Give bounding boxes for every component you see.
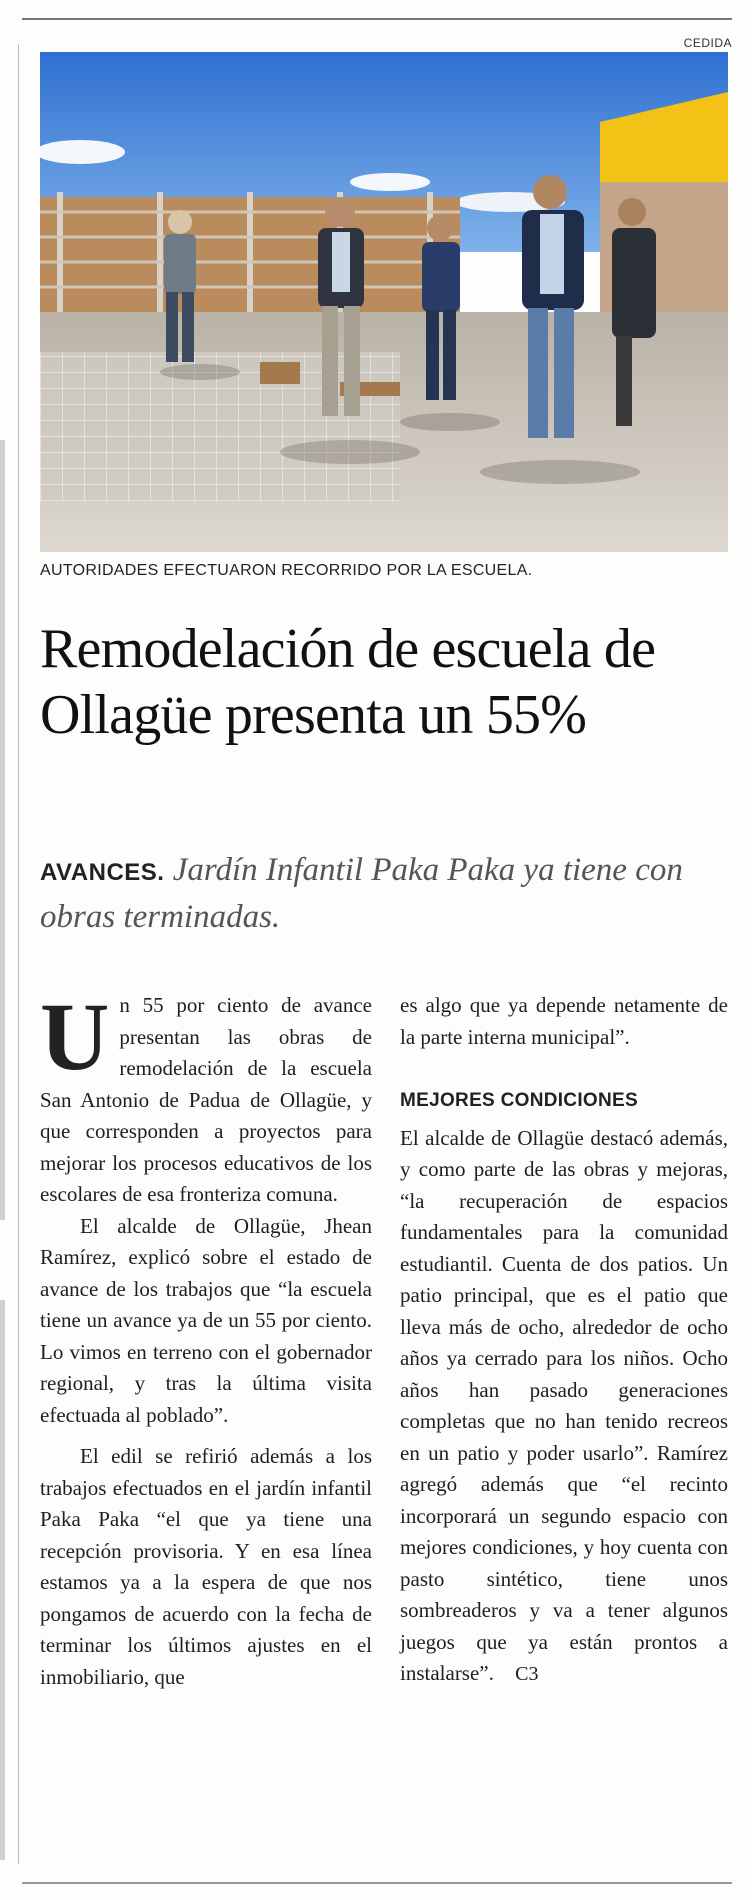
paragraph-1 bbox=[40, 983, 372, 1211]
adjacent-page-edge bbox=[0, 1300, 5, 1860]
paragraph-5-text: El alcalde de Ollagüe destacó además, y como parte de las obras y mejoras, “la recuperación de espacios fundamentales para la comunidad estudiantil. Cuenta de dos patios. Un patio principal, que es el patio que lleva más de ocho, alrededor de ocho años ya cerrado para los niños. Ocho años han pasado generaciones completas que no han tenido recreos en un patio y poder usarlo”. Ramírez agregó además que “el recinto incorporará un segundo espacio con mejores condiciones, y hoy cuenta con pasto sintético, tiene unos sombreaderos y va a tener algunos juegos que ya están prontos a instalarse”. bbox=[400, 1125, 728, 1685]
adjacent-page-edge bbox=[0, 440, 5, 1220]
column-2 bbox=[400, 990, 728, 1691]
paragraph-5 bbox=[400, 1123, 728, 1691]
end-mark: C3 bbox=[515, 1663, 539, 1685]
bottom-rule bbox=[22, 1882, 732, 1884]
drop-cap: U bbox=[40, 983, 110, 1090]
headline: Remodelación de escuela de Ollagüe presenta un 55% bbox=[40, 618, 656, 746]
left-column-rule bbox=[18, 44, 19, 1864]
paragraph-1-text: n 55 por ciento de avance presentan las obras de remodelación de la escuela San Antonio de Padua de Ollagüe, y que corresponden a proyectos para mejorar los procesos educativos de los escolares de esa fronteriza comuna. bbox=[40, 993, 372, 1206]
column-1 bbox=[40, 983, 372, 1693]
photo-credit: CEDIDA bbox=[683, 36, 732, 50]
article-photo bbox=[40, 52, 728, 552]
deck bbox=[40, 848, 730, 939]
top-rule bbox=[22, 18, 732, 20]
deck-text: Jardín Infantil Paka Paka ya tiene con obras terminadas. bbox=[40, 852, 683, 935]
subheading: MEJORES CONDICIONES bbox=[400, 1090, 638, 1111]
photo-illustration bbox=[40, 52, 728, 552]
kicker: AVANCES. bbox=[40, 859, 165, 886]
paragraph-3: El edil se refirió además a los trabajos efectuados en el jardín infantil Paka Paka “el que ya tiene una recepción provisoria. Y en esa línea estamos ya a la espera de que nos pongamos de acuerdo con la fecha de terminar los últimos ajustes en el inmobiliario, que bbox=[40, 1444, 372, 1689]
photo-caption: AUTORIDADES EFECTUARON RECORRIDO POR LA ESCUELA. bbox=[40, 562, 533, 579]
paragraph-4: es algo que ya depende netamente de la parte interna municipal”. bbox=[400, 993, 728, 1049]
paragraph-2: El alcalde de Ollagüe, Jhean Ramírez, explicó sobre el estado de avance de los trabajos que “la escuela tiene un avance ya de un 55 por ciento. Lo vimos en terreno con el gobernador regional, y tras la última visita efectuada al poblado”. bbox=[40, 1213, 372, 1427]
